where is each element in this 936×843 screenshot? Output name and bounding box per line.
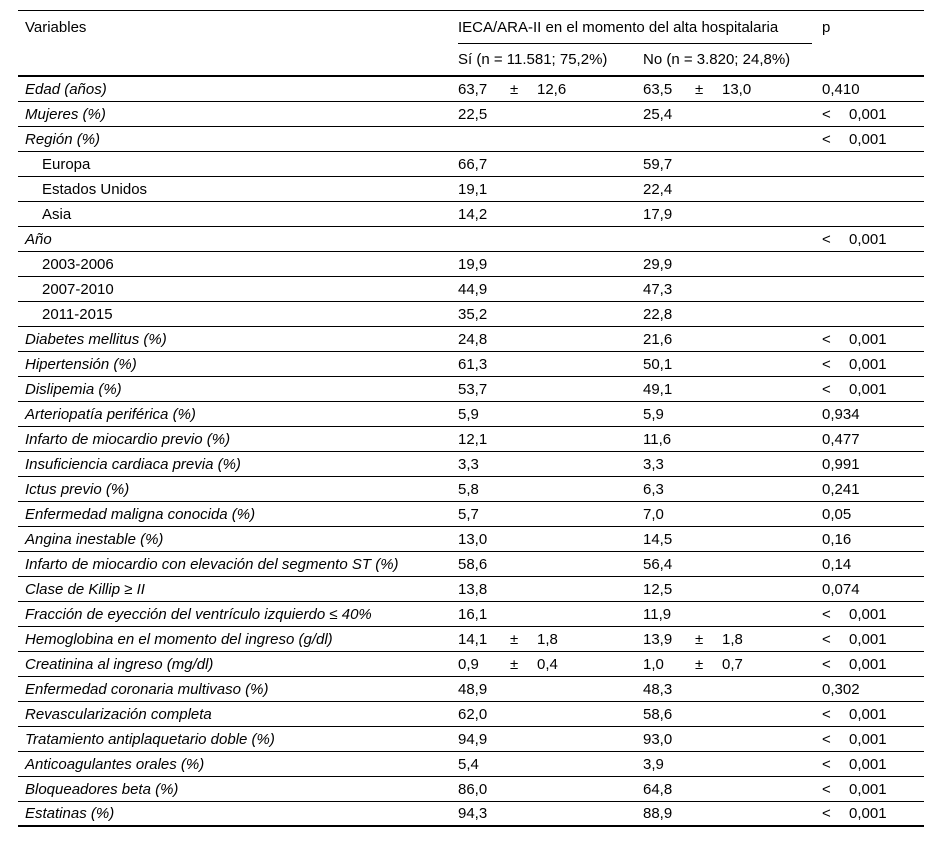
p-value: 0,001 xyxy=(849,630,887,648)
row-label: Asia xyxy=(42,205,72,223)
table-row xyxy=(18,627,924,652)
p-value: 0,001 xyxy=(849,355,887,373)
cell-p: 0,16 xyxy=(822,530,852,548)
cell-no: 7,0 xyxy=(643,505,664,523)
cell-no: 56,4 xyxy=(643,555,673,573)
table-row xyxy=(18,202,924,227)
cell-si: 94,3 xyxy=(458,805,488,822)
cell-no: 3,9 xyxy=(643,755,664,773)
row-label: Fracción de eyección del ventrículo izquierdo ≤ 40% xyxy=(25,605,372,623)
p-value: 0,001 xyxy=(849,605,887,623)
cell-p: 0,477 xyxy=(822,430,860,448)
row-label: Infarto de miocardio con elevación del segmento ST (%) xyxy=(25,555,399,573)
cell-no xyxy=(643,631,820,648)
cell-no: 11,9 xyxy=(643,605,672,623)
cell-p xyxy=(820,805,924,822)
table-row xyxy=(18,227,924,252)
row-label: 2011-2015 xyxy=(42,305,113,323)
cell-p: 0,05 xyxy=(822,505,852,523)
cell-no: 14,5 xyxy=(643,530,673,548)
cell-si: 94,9 xyxy=(458,730,488,748)
cell-p: 0,410 xyxy=(822,80,860,98)
table-row xyxy=(18,402,924,427)
row-label: Hemoglobina en el momento del ingreso (g/dl) xyxy=(25,630,333,648)
cell-si xyxy=(458,631,643,648)
cell-p xyxy=(820,756,924,773)
cell-no: 17,9 xyxy=(643,205,673,223)
cell-si xyxy=(458,656,643,673)
row-label: Arteriopatía periférica (%) xyxy=(25,405,196,423)
cell-p xyxy=(820,331,924,348)
cell-si: 3,3 xyxy=(458,455,479,473)
cell-p xyxy=(820,606,924,623)
row-label: Tratamiento antiplaquetario doble (%) xyxy=(25,730,275,748)
cell-no: 12,5 xyxy=(643,580,673,598)
cell-p: 0,14 xyxy=(822,555,852,573)
row-label: Dislipemia (%) xyxy=(25,380,122,398)
cell-no: 49,1 xyxy=(643,380,673,398)
plus-minus-sign: ± xyxy=(695,80,704,98)
cell-si: 35,2 xyxy=(458,305,488,323)
cell-si: 19,1 xyxy=(458,180,488,198)
cell-si: 19,9 xyxy=(458,255,488,273)
cell-si: 58,6 xyxy=(458,555,488,573)
row-label: Clase de Killip ≥ II xyxy=(25,580,145,598)
row-label: Angina inestable (%) xyxy=(25,530,164,548)
cell-p xyxy=(820,781,924,798)
table-row xyxy=(18,377,924,402)
sd-value: 12,6 xyxy=(537,80,567,98)
table-row xyxy=(18,752,924,777)
less-than-sign: < xyxy=(822,230,831,248)
mean-value: 0,9 xyxy=(458,655,479,673)
cell-no: 3,3 xyxy=(643,455,664,473)
p-value: 0,001 xyxy=(849,330,887,348)
mean-value: 14,1 xyxy=(458,630,488,648)
table-row xyxy=(18,127,924,152)
cell-p xyxy=(820,706,924,723)
cell-p: 0,991 xyxy=(822,455,860,473)
cell-si: 62,0 xyxy=(458,705,488,723)
table-header-row xyxy=(18,11,924,44)
cell-p: 0,302 xyxy=(822,680,860,698)
cell-no: 5,9 xyxy=(643,405,664,423)
row-label: Región (%) xyxy=(25,130,101,148)
less-than-sign: < xyxy=(822,630,831,648)
cell-p xyxy=(820,731,924,748)
plus-minus-sign: ± xyxy=(510,655,519,673)
less-than-sign: < xyxy=(822,380,831,398)
row-label: Hipertensión (%) xyxy=(25,355,137,373)
less-than-sign: < xyxy=(822,105,831,123)
cell-si: 12,1 xyxy=(458,430,488,448)
p-header: p xyxy=(822,19,831,36)
cell-si: 5,8 xyxy=(458,480,479,498)
table-row xyxy=(18,252,924,277)
cell-si: 86,0 xyxy=(458,780,488,798)
p-value: 0,001 xyxy=(849,805,887,822)
p-value: 0,001 xyxy=(849,705,887,723)
table-row xyxy=(18,102,924,127)
sd-value: 1,8 xyxy=(722,630,743,648)
cell-no: 11,6 xyxy=(643,430,672,448)
table-row xyxy=(18,427,924,452)
cell-si: 14,2 xyxy=(458,205,488,223)
table-row xyxy=(18,652,924,677)
cell-si xyxy=(458,81,643,98)
cell-no xyxy=(643,81,820,98)
p-value: 0,001 xyxy=(849,105,887,123)
table-body xyxy=(18,77,924,827)
plus-minus-sign: ± xyxy=(695,655,704,673)
row-label: Insuficiencia cardiaca previa (%) xyxy=(25,455,241,473)
table-row xyxy=(18,302,924,327)
table-row xyxy=(18,327,924,352)
cell-p xyxy=(820,356,924,373)
row-label: Enfermedad coronaria multivaso (%) xyxy=(25,680,269,698)
table-row xyxy=(18,527,924,552)
row-label: Bloqueadores beta (%) xyxy=(25,780,179,798)
cell-si: 13,8 xyxy=(458,580,488,598)
p-value: 0,001 xyxy=(849,380,887,398)
cell-p: 0,074 xyxy=(822,580,860,598)
cell-p: 0,934 xyxy=(822,405,860,423)
cell-si: 5,4 xyxy=(458,755,479,773)
mean-value: 63,5 xyxy=(643,80,673,98)
less-than-sign: < xyxy=(822,330,831,348)
row-label: Europa xyxy=(42,155,91,173)
less-than-sign: < xyxy=(822,655,831,673)
row-label: Creatinina al ingreso (mg/dl) xyxy=(25,655,214,673)
sd-value: 1,8 xyxy=(537,630,558,648)
sd-value: 13,0 xyxy=(722,80,752,98)
table-row xyxy=(18,177,924,202)
cell-si: 48,9 xyxy=(458,680,488,698)
cell-no xyxy=(643,656,820,673)
less-than-sign: < xyxy=(822,130,831,148)
group-header: IECA/ARA-II en el momento del alta hospitalaria xyxy=(458,18,779,36)
row-label: Enfermedad maligna conocida (%) xyxy=(25,505,256,523)
cell-si: 13,0 xyxy=(458,530,488,548)
table-row xyxy=(18,152,924,177)
col-header-si: Sí (n = 11.581; 75,2%) xyxy=(458,51,608,68)
cell-p xyxy=(820,381,924,398)
p-value: 0,001 xyxy=(849,755,887,773)
cell-no: 25,4 xyxy=(643,105,673,123)
cell-si: 44,9 xyxy=(458,280,488,298)
row-label: Ictus previo (%) xyxy=(25,480,130,498)
table-row xyxy=(18,677,924,702)
table-row xyxy=(18,77,924,102)
less-than-sign: < xyxy=(822,605,831,623)
p-value: 0,001 xyxy=(849,780,887,798)
less-than-sign: < xyxy=(822,780,831,798)
p-value: 0,001 xyxy=(849,655,887,673)
less-than-sign: < xyxy=(822,805,831,822)
cell-p: 0,241 xyxy=(822,480,860,498)
cell-no: 29,9 xyxy=(643,255,673,273)
cell-si: 24,8 xyxy=(458,330,488,348)
table-row xyxy=(18,602,924,627)
row-label: Revascularización completa xyxy=(25,705,212,723)
plus-minus-sign: ± xyxy=(510,630,519,648)
table-row xyxy=(18,452,924,477)
cell-no: 22,4 xyxy=(643,180,673,198)
table-row xyxy=(18,552,924,577)
less-than-sign: < xyxy=(822,730,831,748)
row-label: Diabetes mellitus (%) xyxy=(25,330,167,348)
plus-minus-sign: ± xyxy=(510,80,519,98)
cell-p xyxy=(820,656,924,673)
less-than-sign: < xyxy=(822,705,831,723)
cell-p xyxy=(820,231,924,248)
cell-no: 59,7 xyxy=(643,155,673,173)
row-label: Año xyxy=(25,230,52,248)
mean-value: 63,7 xyxy=(458,80,488,98)
row-label: Edad (años) xyxy=(25,80,107,98)
cell-no: 6,3 xyxy=(643,480,664,498)
row-label: 2007-2010 xyxy=(42,280,114,298)
table-row xyxy=(18,477,924,502)
less-than-sign: < xyxy=(822,355,831,373)
cell-si: 22,5 xyxy=(458,105,488,123)
row-label: Mujeres (%) xyxy=(25,105,106,123)
p-value: 0,001 xyxy=(849,230,887,248)
cell-no: 64,8 xyxy=(643,780,673,798)
cell-si: 53,7 xyxy=(458,380,488,398)
p-value: 0,001 xyxy=(849,130,887,148)
cell-si: 16,1 xyxy=(458,605,488,623)
cell-no: 88,9 xyxy=(643,805,673,822)
table-row xyxy=(18,777,924,802)
cell-no: 48,3 xyxy=(643,680,673,698)
col-header-no: No (n = 3.820; 24,8%) xyxy=(643,51,791,68)
table-row xyxy=(18,702,924,727)
cell-no: 50,1 xyxy=(643,355,673,373)
less-than-sign: < xyxy=(822,755,831,773)
cell-no: 21,6 xyxy=(643,330,673,348)
row-label: 2003-2006 xyxy=(42,255,114,273)
group-header-cell xyxy=(458,11,812,44)
cell-p xyxy=(820,106,924,123)
table-row xyxy=(18,577,924,602)
table-row xyxy=(18,802,924,827)
table-row xyxy=(18,352,924,377)
mean-value: 13,9 xyxy=(643,630,673,648)
cell-no: 58,6 xyxy=(643,705,673,723)
row-label: Infarto de miocardio previo (%) xyxy=(25,430,231,448)
cell-si: 66,7 xyxy=(458,155,488,173)
cell-no: 22,8 xyxy=(643,305,673,323)
cell-si: 5,9 xyxy=(458,405,479,423)
cell-si: 61,3 xyxy=(458,355,488,373)
row-label: Estados Unidos xyxy=(42,180,148,198)
cell-p xyxy=(820,131,924,148)
cell-si: 5,7 xyxy=(458,505,479,523)
table-row xyxy=(18,277,924,302)
p-value: 0,001 xyxy=(849,730,887,748)
table-row xyxy=(18,502,924,527)
mean-value: 1,0 xyxy=(643,655,664,673)
row-label: Estatinas (%) xyxy=(25,805,115,822)
row-label: Anticoagulantes orales (%) xyxy=(25,755,205,773)
table-row xyxy=(18,727,924,752)
cell-p xyxy=(820,631,924,648)
plus-minus-sign: ± xyxy=(695,630,704,648)
variables-header: Variables xyxy=(25,19,87,36)
sd-value: 0,7 xyxy=(722,655,743,673)
cell-no: 93,0 xyxy=(643,730,673,748)
cell-no: 47,3 xyxy=(643,280,673,298)
table-subheader-row xyxy=(18,44,924,77)
sd-value: 0,4 xyxy=(537,655,558,673)
clinical-characteristics-table xyxy=(18,10,924,827)
